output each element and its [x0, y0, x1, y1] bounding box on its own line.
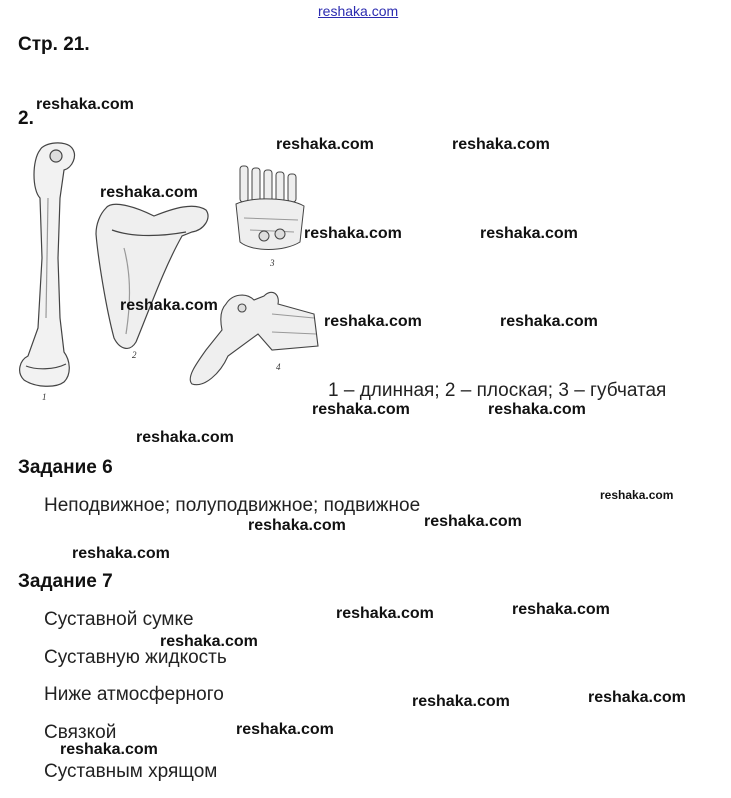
- watermark: reshaka.com: [480, 225, 578, 242]
- watermark: reshaka.com: [588, 689, 686, 706]
- task6-answer: Неподвижное; полуподвижное; подвижное: [44, 495, 421, 516]
- watermark: reshaka.com: [304, 225, 402, 242]
- watermark: reshaka.com: [488, 401, 586, 418]
- task6-title: Задание 6: [18, 457, 113, 478]
- page-heading: Стр. 21.: [18, 34, 90, 55]
- watermark: reshaka.com: [312, 401, 410, 418]
- watermark: reshaka.com: [236, 721, 334, 738]
- bones-illustration: [14, 138, 326, 406]
- watermark: reshaka.com: [120, 297, 218, 314]
- watermark: reshaka.com: [136, 429, 234, 446]
- figure-label-3: 3: [270, 258, 275, 268]
- task7-answer-1: Суставной сумке: [44, 609, 194, 630]
- long-bone-drawing: [20, 143, 75, 386]
- watermark: reshaka.com: [276, 136, 374, 153]
- watermark: reshaka.com: [60, 741, 158, 758]
- site-header-link[interactable]: reshaka.com: [318, 3, 399, 19]
- figure-label-1: 1: [42, 392, 47, 402]
- figure-label-4: 4: [276, 362, 281, 372]
- figure-label-2: 2: [132, 350, 137, 360]
- watermark: reshaka.com: [248, 517, 346, 534]
- task7-answer-3: Ниже атмосферного: [44, 684, 224, 705]
- figure-caption: 1 – длинная; 2 – плоская; 3 – губчатая: [328, 380, 667, 401]
- task7-title: Задание 7: [18, 571, 113, 592]
- watermark: reshaka.com: [336, 605, 434, 622]
- spongy-bone-drawing: [236, 166, 304, 250]
- watermark: reshaka.com: [72, 545, 170, 562]
- watermark: reshaka.com: [324, 313, 422, 330]
- watermark: reshaka.com: [100, 184, 198, 201]
- task7-answer-5: Суставным хрящом: [44, 761, 218, 782]
- watermark: reshaka.com: [424, 513, 522, 530]
- watermark: reshaka.com: [500, 313, 598, 330]
- task7-answer-4: Связкой: [44, 722, 117, 743]
- watermark: reshaka.com: [36, 96, 134, 113]
- watermark: reshaka.com: [600, 488, 674, 502]
- flat-bone-drawing: [96, 204, 208, 348]
- watermark: reshaka.com: [412, 693, 510, 710]
- watermark: reshaka.com: [452, 136, 550, 153]
- task-number: 2.: [18, 108, 34, 129]
- watermark: reshaka.com: [512, 601, 610, 618]
- watermark: reshaka.com: [160, 633, 258, 650]
- task7-answer-2: Суставную жидкость: [44, 647, 227, 668]
